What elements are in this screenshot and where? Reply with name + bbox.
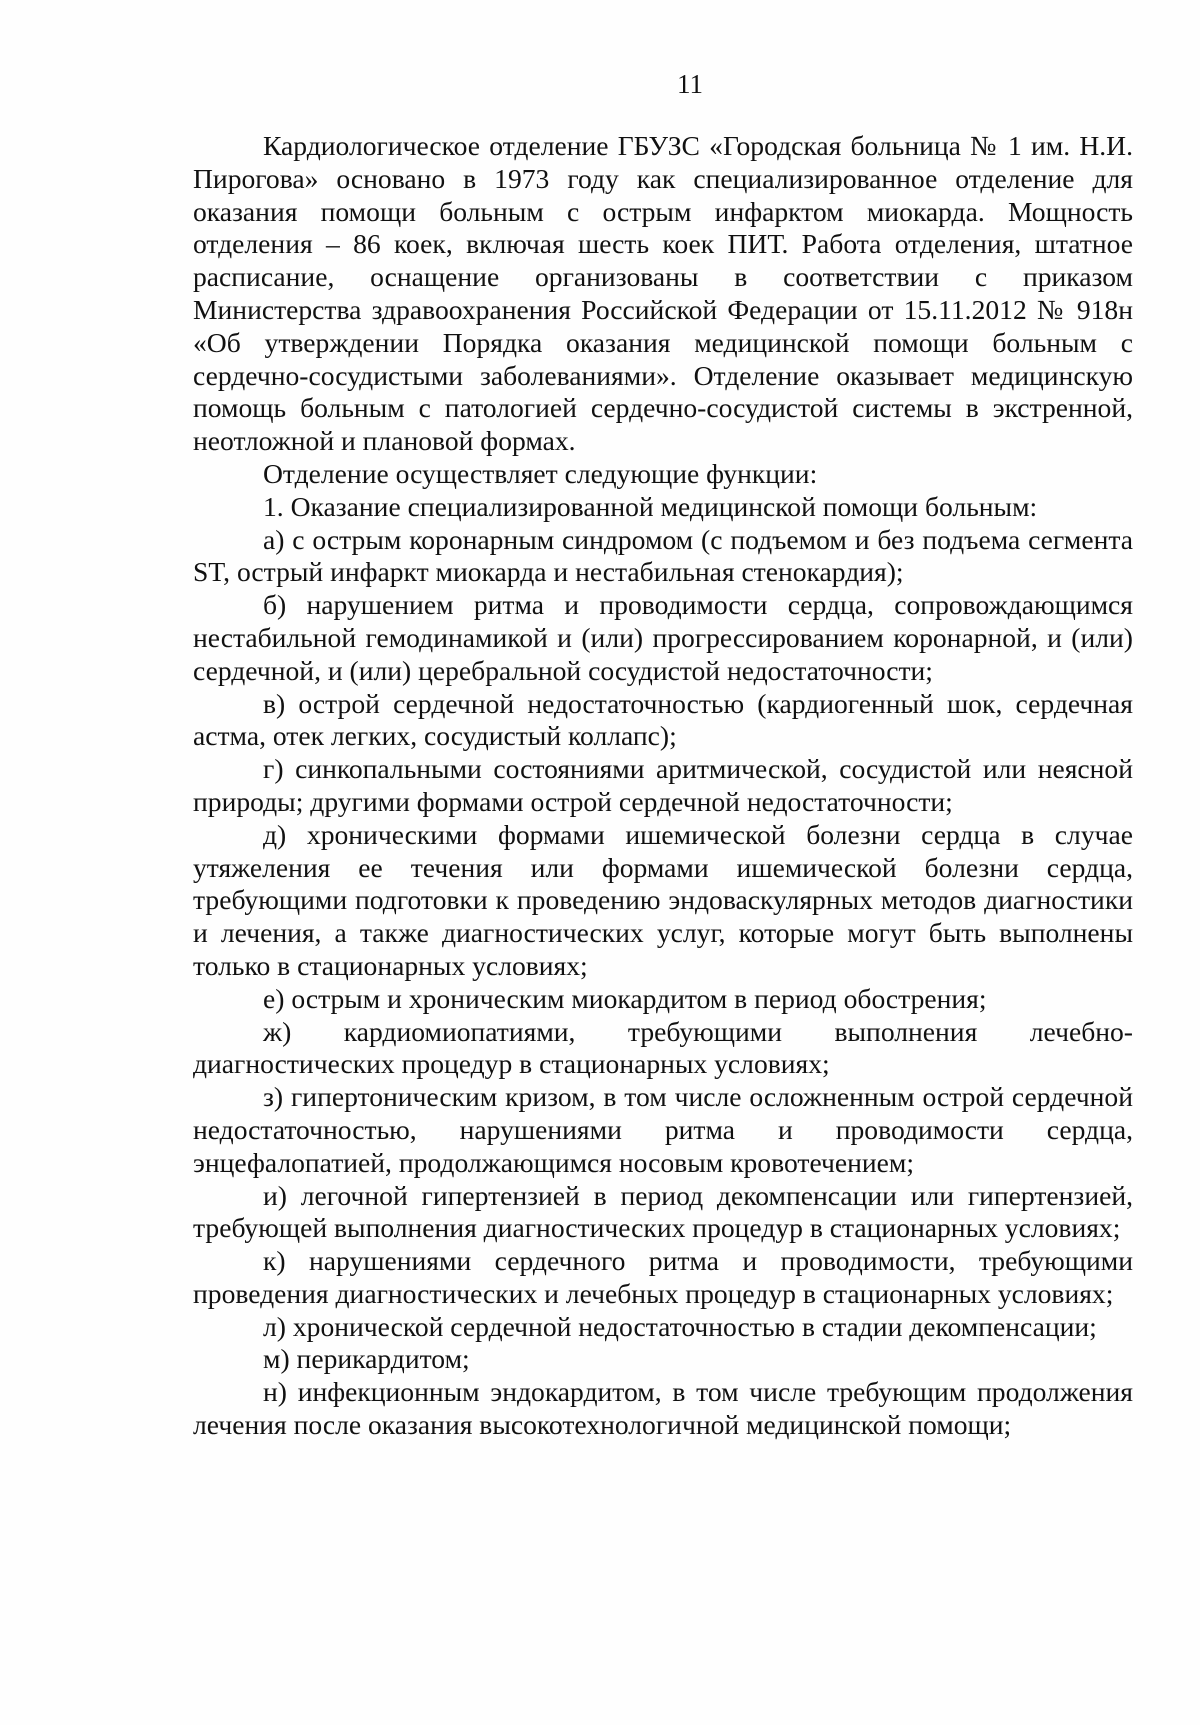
paragraph-subitem-b: б) нарушением ритма и проводимости сердца, сопровождающимся нестабильной гемодинамикой и (или) прогрессированием коронарной, и (или) сердечной, и (или) церебральной сосудистой недостаточности; (193, 589, 1133, 686)
document-body (193, 130, 1133, 1442)
paragraph-subitem-zh: ж) кардиомиопатиями, требующими выполнения лечебно-диагностических процедур в стационарных условиях; (193, 1015, 1133, 1080)
paragraph-subitem-k: к) нарушениями сердечного ритма и проводимости, требующими проведения диагностических и лечебных процедур в стационарных условиях; (193, 1245, 1133, 1309)
paragraph-subitem-m: м) перикардитом; (263, 1343, 470, 1375)
paragraph-functions-heading: Отделение осуществляет следующие функции: (263, 457, 818, 489)
page-number: 11 (677, 69, 703, 99)
paragraph-subitem-d: д) хроническими формами ишемической болезни сердца в случае утяжеления ее течения или формами ишемической болезни сердца, требующими подготовки к проведению эндоваскулярных методов диагностики и лечения, а также диагностических услуг, которые могут быть выполнены только в стационарных условиях; (193, 818, 1133, 981)
paragraph-intro: Кардиологическое отделение ГБУЗС «Городская больница № 1 им. Н.И. Пирогова» основано в 1973 году как специализированное отделение для оказания помощи больным с острым инфарктом миокарда. Мощность отделения – 86 коек, включая шесть коек ПИТ. Работа отделения, штатное расписание, оснащение организованы в соответствии с приказом Министерства здравоохранения Российской Федерации от 15.11.2012 № 918н «Об утверждении Порядка оказания медицинской помощи больным с сердечно-сосудистыми заболеваниями». Отделение оказывает медицинскую помощь больным с патологией сердечно-сосудистой системы в экстренной, неотложной и плановой формах. (193, 130, 1133, 457)
paragraph-subitem-v: в) острой сердечной недостаточностью (кардиогенный шок, сердечная астма, отек легких, сосудистый коллапс); (193, 687, 1133, 752)
paragraph-subitem-n: н) инфекционным эндокардитом, в том числе требующим продолжения лечения после оказания высокотехнологичной медицинской помощи; (193, 1376, 1133, 1441)
paragraph-subitem-g: г) синкопальными состояниями аритмической, сосудистой или неясной природы; другими формами острой сердечной недостаточности; (193, 753, 1133, 817)
paragraph-item-1: 1. Оказание специализированной медицинской помощи больным: (263, 490, 1038, 522)
paragraph-subitem-l: л) хронической сердечной недостаточностью в стадии декомпенсации; (263, 1310, 1097, 1342)
paragraph-subitem-a: а) с острым коронарным синдромом (с подъемом и без подъема сегмента ST, острый инфаркт миокарда и нестабильная стенокардия); (193, 523, 1133, 588)
paragraph-subitem-z: з) гипертоническим кризом, в том числе осложненным острой сердечной недостаточностью, нарушениями ритма и проводимости сердца, энцефалопатией, продолжающимся носовым кровотечением; (193, 1081, 1133, 1178)
paragraph-subitem-e: е) острым и хроническим миокардитом в период обострения; (263, 982, 987, 1014)
paragraph-subitem-i: и) легочной гипертензией в период декомпенсации или гипертензией, требующей выполнения диагностических процедур в стационарных условиях; (193, 1179, 1133, 1244)
